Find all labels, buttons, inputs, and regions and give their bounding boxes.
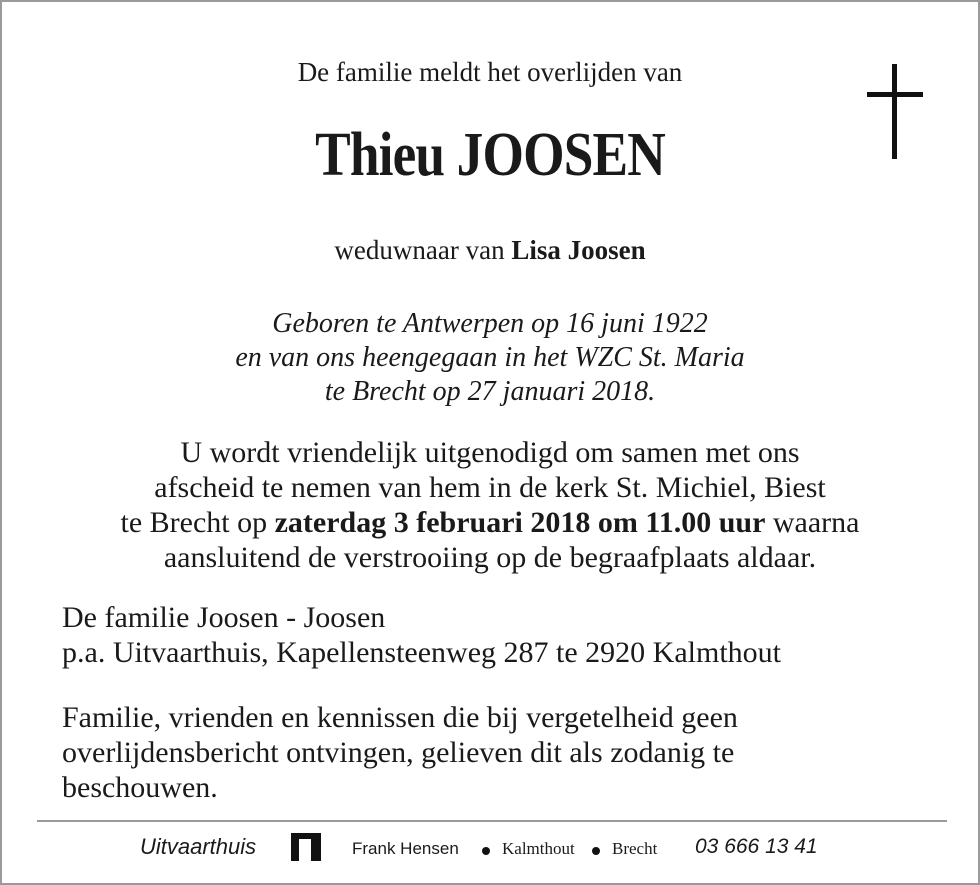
family-address-block: [62, 600, 781, 670]
ceremony-datetime: zaterdag 3 februari 2018 om 11.00 uur: [274, 506, 766, 539]
bullet-icon: [482, 847, 490, 855]
bullet-icon: [592, 847, 600, 855]
footer-brand: Uitvaarthuis: [140, 834, 257, 859]
notice-line-2: overlijdensbericht ontvingen, gelieven dit als zodanig te: [62, 736, 735, 769]
family-name-line: De familie Joosen - Joosen: [62, 601, 386, 634]
footer-phone: 03 666 13 41: [695, 835, 818, 858]
uitvaarthuis-logo-icon: [291, 833, 321, 861]
invitation-line-3-pre: te Brecht op: [120, 506, 268, 539]
footer-town-1: Kalmthout: [502, 839, 575, 858]
footer-divider: [37, 820, 947, 822]
invitation-line-3-post: waarna: [772, 506, 860, 539]
birth-death-block: [2, 307, 978, 409]
family-address-line: p.a. Uitvaarthuis, Kapellensteenweg 287 te 2920 Kalmthout: [62, 636, 781, 669]
notice-line-1: Familie, vrienden en kennissen die bij vergetelheid geen: [62, 701, 738, 734]
notice-block: [62, 700, 738, 805]
notice-line-3: beschouwen.: [62, 771, 218, 804]
invitation-line-2: afscheid te nemen van hem in de kerk St. Michiel, Biest: [154, 471, 826, 504]
footer-town-2: Brecht: [612, 839, 658, 858]
birth-line: Geboren te Antwerpen op 16 juni 1922: [272, 308, 708, 339]
footer: [2, 832, 978, 868]
invitation-line-3: [2, 505, 978, 540]
death-line: en van ons heengegaan in het WZC St. Maria: [235, 342, 745, 373]
deceased-name: Thieu JOOSEN: [315, 121, 665, 189]
intro-text: De familie meldt het overlijden van: [297, 57, 683, 87]
invitation-line-4: aansluitend de verstrooiing op de begraafplaats aldaar.: [163, 541, 817, 574]
footer-person: Frank Hensen: [352, 839, 459, 858]
widow-prefix: weduwnaar van: [334, 235, 505, 265]
invitation-line-1: U wordt vriendelijk uitgenodigd om samen met ons: [180, 436, 800, 469]
death-place-line: te Brecht op 27 januari 2018.: [324, 376, 656, 407]
spouse-name: Lisa Joosen: [511, 235, 646, 265]
widow-line: [2, 235, 978, 266]
invitation-block: [2, 435, 978, 575]
